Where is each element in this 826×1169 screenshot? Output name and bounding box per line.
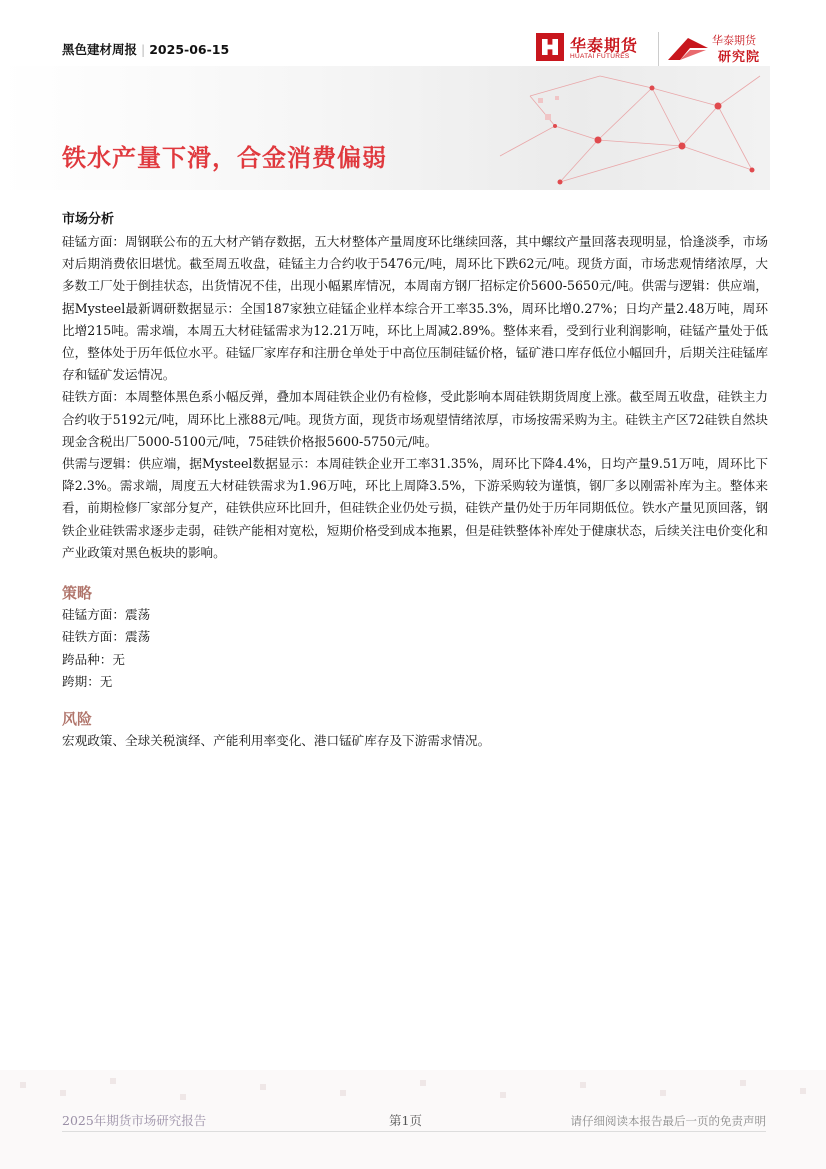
- page-number: 第1页: [389, 1113, 422, 1128]
- page-footer: [62, 1111, 766, 1133]
- report-meta: [62, 40, 229, 58]
- ferrosilicon-paragraph: 硅铁方面：本周整体黑色系小幅反弹，叠加本周硅铁企业仍有检修，受此影响本周硅铁期货周度上涨。截至周五收盘，硅铁主力合约收于5192元/吨，周环比上涨88元/吨。现货方面，现货市场观望情绪浓厚，市场按需采购为主。硅铁主产区72硅铁自然块现金含税出厂5000-5100元/吨，75硅铁价格报5600-5750元/吨。: [62, 389, 768, 449]
- silicon-manganese-paragraph: 硅锰方面：周钢联公布的五大材产销存数据，五大材整体产量周度环比继续回落，其中螺纹产量回落表现明显，恰逢淡季，市场对后期消费依旧堪忧。截至周五收盘，硅锰主力合约收于5476元/吨，周环比下跌62元/吨。现货方面，市场悲观情绪浓厚，大多数工厂处于倒挂状态，出货情况不佳，出现小幅累库情况，本周南方钢厂招标定价5600-5650元/吨。供需与逻辑：供应端，据Mysteel最新调研数据显示：全国187家独立硅锰企业样本综合开工率35.3%，周环比增0.27%；日均产量2.48万吨，周环比增215吨。需求端，本周五大材硅锰需求为12.21万吨，环比上周减2.89%。整体来看，受到行业利润影响，硅锰产量处于低位，整体处于历年低位水平。硅锰厂家库存和注册仓单处于中高位压制硅锰价格，锰矿港口库存低位小幅回升，后期关注硅锰库存和锰矿发运情况。: [62, 234, 768, 383]
- strategy-item: 硅锰方面：震荡: [62, 607, 151, 623]
- supply-demand-paragraph: 供需与逻辑：供应端，据Mysteel数据显示：本周硅铁企业开工率31.35%，周环比下降4.4%，日均产量9.51万吨，周环比下降2.3%。需求端，周度五大材硅铁需求为1.96万吨，环比上周降3.5%，下游采购较为谨慎，钢厂多以刚需补库为主。整体来看，前期检修厂家部分复产，硅铁供应环比回升，但硅铁企业仍处亏损，硅铁产量仍处于历年同期低位。铁水产量见顶回落，钢铁企业硅铁需求逐步走弱，硅铁产能相对宽松，短期价格受到成本拖累，但是硅铁整体补库处于健康状态，后续关注电价变化和产业政策对黑色板块的影响。: [62, 456, 768, 560]
- huatai-futures-logo: [536, 33, 654, 67]
- risk-heading: 风险: [62, 709, 93, 728]
- strategy-item: 跨品种：无: [62, 651, 125, 667]
- strategy-item: 跨期：无: [62, 674, 113, 690]
- report-body: [62, 209, 768, 752]
- institute-mark-icon: [666, 36, 710, 62]
- strategy-item: 硅铁方面：震荡: [62, 629, 151, 645]
- strategy-heading: 策略: [62, 584, 93, 603]
- report-type: 黑色建材周报: [62, 42, 138, 57]
- report-date: 2025-06-15: [149, 42, 230, 57]
- research-institute-logo: [666, 32, 766, 68]
- footer-report-name: 2025年期货市场研究报告: [62, 1113, 207, 1128]
- market-analysis-heading: 市场分析: [62, 212, 115, 227]
- institute-line2: 研究院: [718, 50, 761, 65]
- meta-separator: |: [141, 42, 146, 57]
- footer-rule: [62, 1131, 766, 1132]
- disclaimer-note: 请仔细阅读本报告最后一页的免责声明: [570, 1114, 766, 1128]
- logo-cn-text: 华泰期货: [570, 36, 639, 55]
- logo-en-text: HUATAI FUTURES: [570, 53, 630, 60]
- logo-divider: [658, 32, 659, 68]
- title-banner: [0, 66, 770, 190]
- huatai-logo-icon: [536, 33, 564, 61]
- institute-line1: 华泰期货: [712, 34, 756, 47]
- page-header: [62, 36, 762, 64]
- risk-text: 宏观政策、全球关税演绎、产能利用率变化、港口锰矿库存及下游需求情况。: [62, 732, 491, 748]
- report-title: 铁水产量下滑，合金消费偏弱: [62, 144, 387, 172]
